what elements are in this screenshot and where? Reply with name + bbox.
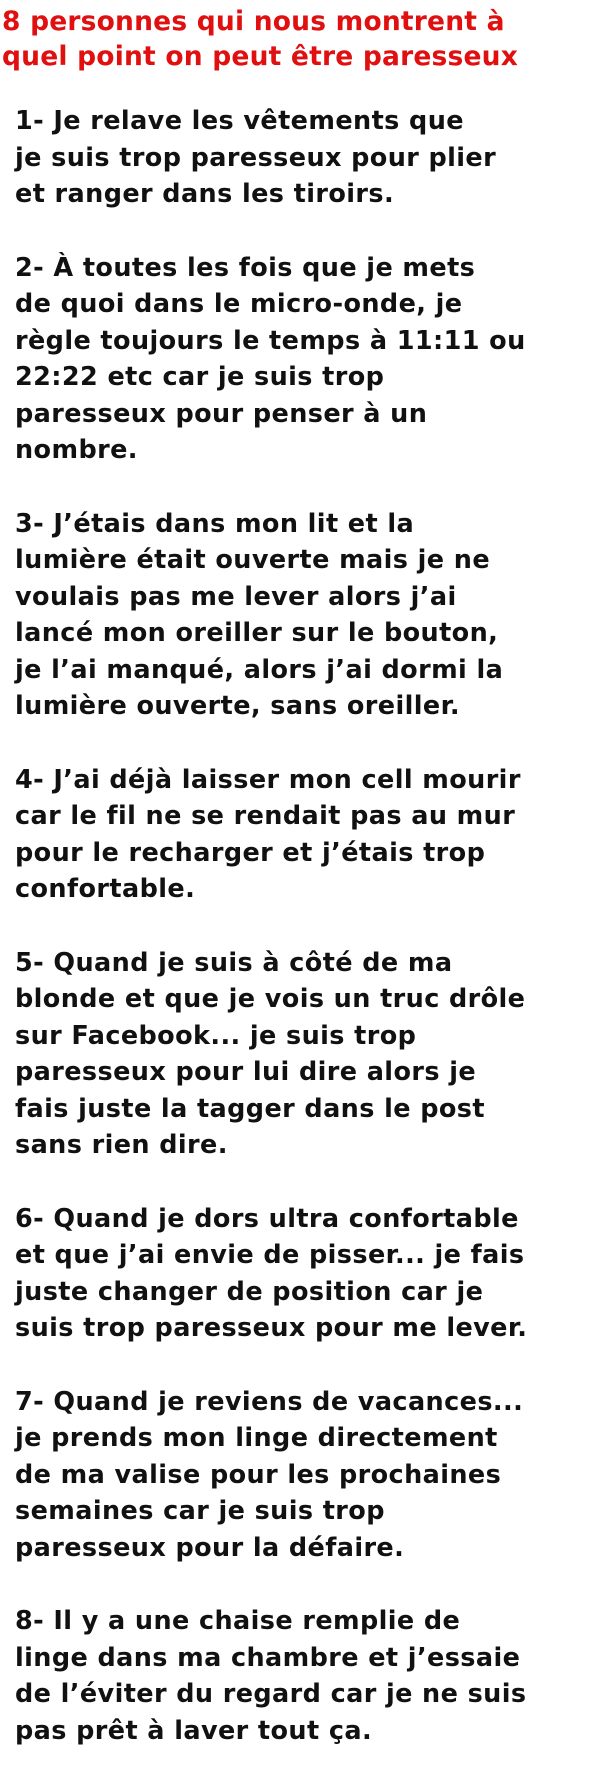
list-item-8: 8- Il y a une chaise remplie de linge dans ma chambre et j’essaie de l’éviter du regard car je ne suis pas prêt à laver tout ça. <box>15 1606 527 1746</box>
list-item-7: 7- Quand je reviens de vacances... je prends mon linge directement de ma valise pour les prochaines semaines car je suis trop paresseux pour la défaire. <box>15 1386 524 1563</box>
list-item-3: 3- J’étais dans mon lit et la lumière était ouverte mais je ne voulais pas me lever alors j’ai lancé mon oreiller sur le bouton, je l’ai manqué, alors j’ai dormi la lumière ouverte, sans oreiller. <box>15 508 504 721</box>
list-item-5: 5- Quand je suis à côté de ma blonde et que je vois un truc drôle sur Facebook... je suis trop paresseux pour lui dire alors je fais juste la tagger dans le post sans rien dire. <box>15 947 526 1160</box>
list-item-1: 1- Je relave les vêtements que je suis trop paresseux pour plier et ranger dans les tiroirs. <box>15 106 497 209</box>
list-item-6: 6- Quand je dors ultra confortable et que j’ai envie de pisser... je fais juste changer de position car je suis trop paresseux pour me lever. <box>15 1203 528 1343</box>
list-item-2: 2- À toutes les fois que je mets de quoi dans le micro-onde, je règle toujours le temps à 11:11 ou 22:22 etc car je suis trop paresseux pour penser à un nombre. <box>15 252 526 465</box>
page-title: 8 personnes qui nous montrent à quel point on peut être paresseux <box>2 6 519 72</box>
list-item-4: 4- J’ai déjà laisser mon cell mourir car le fil ne se rendait pas au mur pour le recharger et j’étais trop confortable. <box>15 764 521 904</box>
confession-list <box>15 103 600 1786</box>
